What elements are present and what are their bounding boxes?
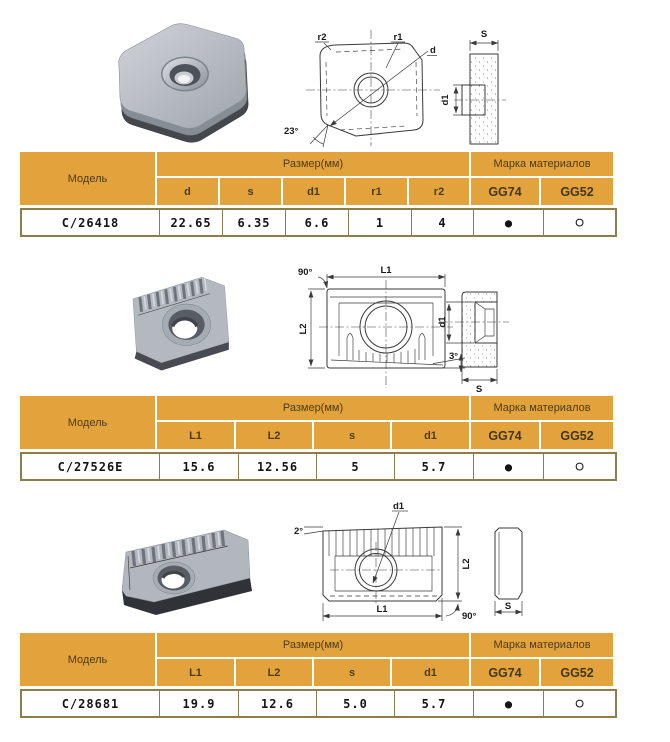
dim-label-d1: d1 <box>437 316 448 328</box>
side-view-3 <box>495 528 522 616</box>
insert-3d-image-1 <box>105 14 255 144</box>
insert-hole-2 <box>162 304 210 345</box>
column-header-gg74: GG74 <box>471 422 541 449</box>
spec-table-2 <box>20 396 613 481</box>
column-header-gg74: GG74 <box>471 659 541 686</box>
dim-label-s: S <box>480 29 488 40</box>
angle-label-2: 2° <box>294 526 304 537</box>
value-s: 5.0 <box>316 691 394 716</box>
dim-label-r1: r1 <box>393 32 403 43</box>
column-header-s: s <box>220 178 283 205</box>
dim-label-l2: L2 <box>298 323 309 335</box>
insert-3d-image-2 <box>112 266 242 374</box>
value-d1: 6.6 <box>285 210 348 235</box>
insert-hole-1 <box>161 57 209 92</box>
column-header-d1: d1 <box>392 659 471 686</box>
column-header-s: s <box>314 659 392 686</box>
spec-table-3 <box>20 633 613 718</box>
column-header-size: Размер(мм) <box>157 633 471 659</box>
value-d1: 5.7 <box>394 691 473 716</box>
column-header-materials: Марка материалов <box>471 152 613 178</box>
value-s: 6.35 <box>222 210 285 235</box>
spec-table-2-header <box>20 396 613 449</box>
column-header-model: Модель <box>20 633 157 686</box>
value-l1: 19.9 <box>159 691 238 716</box>
column-header-d1: d1 <box>392 422 471 449</box>
value-r2: 4 <box>411 210 473 235</box>
dim-label-s: S <box>475 384 483 394</box>
dim-label-l2: L2 <box>461 558 472 570</box>
gg52-availability-indicator: ○ <box>543 691 615 716</box>
angle-label-3: 3° <box>449 351 459 362</box>
column-header-gg52: GG52 <box>541 659 613 686</box>
spec-table-3-header <box>20 633 613 686</box>
value-l2: 12.56 <box>238 454 316 479</box>
column-header-gg74: GG74 <box>471 178 541 205</box>
value-d1: 5.7 <box>394 454 473 479</box>
value-l2: 12.6 <box>238 691 316 716</box>
gg74-availability-indicator: ● <box>473 210 543 235</box>
model-number: C/28681 <box>61 696 120 711</box>
value-d: 22.65 <box>159 210 222 235</box>
spec-table-2-body <box>20 452 617 481</box>
column-header-gg52: GG52 <box>541 178 613 205</box>
value-l1: 15.6 <box>159 454 238 479</box>
table-row <box>22 210 615 235</box>
gg52-availability-indicator: ○ <box>543 210 615 235</box>
column-header-d: d <box>157 178 220 205</box>
column-header-model: Модель <box>20 396 157 449</box>
plan-view-3 <box>294 501 477 622</box>
insert-hole-3 <box>153 562 195 594</box>
technical-drawing-1 <box>278 4 578 150</box>
dim-label-d1: d1 <box>393 501 405 512</box>
column-header-l2: L2 <box>236 659 314 686</box>
gg74-availability-indicator: ● <box>473 691 543 716</box>
spec-table-1-body <box>20 208 617 237</box>
spec-table-3-body <box>20 689 617 718</box>
column-header-l2: L2 <box>236 422 314 449</box>
column-header-r1: r1 <box>346 178 409 205</box>
dim-label-d: d <box>430 45 436 56</box>
side-view-1 <box>440 29 506 144</box>
plan-view-1 <box>284 30 440 147</box>
technical-drawing-3 <box>290 498 540 626</box>
gg74-availability-indicator: ● <box>473 454 543 479</box>
spec-table-1 <box>20 152 613 237</box>
column-header-l1: L1 <box>157 422 236 449</box>
model-number: C/27526E <box>57 459 124 474</box>
column-header-materials: Марка материалов <box>471 633 613 659</box>
column-header-size: Размер(мм) <box>157 152 471 178</box>
column-header-l1: L1 <box>157 659 236 686</box>
insert-3d-image-3 <box>106 512 256 620</box>
column-header-materials: Марка материалов <box>471 396 613 422</box>
angle-label-90: 90° <box>298 267 313 278</box>
column-header-r2: r2 <box>409 178 471 205</box>
column-header-gg52: GG52 <box>541 422 613 449</box>
side-view-2 <box>437 292 509 394</box>
table-row <box>22 454 615 479</box>
dim-label-d1: d1 <box>440 94 451 106</box>
angle-label-90: 90° <box>462 611 477 622</box>
value-s: 5 <box>316 454 394 479</box>
gg52-availability-indicator: ○ <box>543 454 615 479</box>
technical-drawing-2 <box>293 260 513 394</box>
dim-label-r2: r2 <box>317 32 327 43</box>
dim-label-s: S <box>504 601 512 612</box>
column-header-s: s <box>314 422 392 449</box>
dim-label-l1: L1 <box>380 265 392 276</box>
spec-table-1-header <box>20 152 613 205</box>
dim-label-l1: L1 <box>376 604 388 615</box>
column-header-size: Размер(мм) <box>157 396 471 422</box>
table-row <box>22 691 615 716</box>
value-r1: 1 <box>348 210 411 235</box>
column-header-model: Модель <box>20 152 157 205</box>
model-number: C/26418 <box>61 215 120 230</box>
angle-label-23: 23° <box>284 126 299 137</box>
column-header-d1: d1 <box>283 178 346 205</box>
